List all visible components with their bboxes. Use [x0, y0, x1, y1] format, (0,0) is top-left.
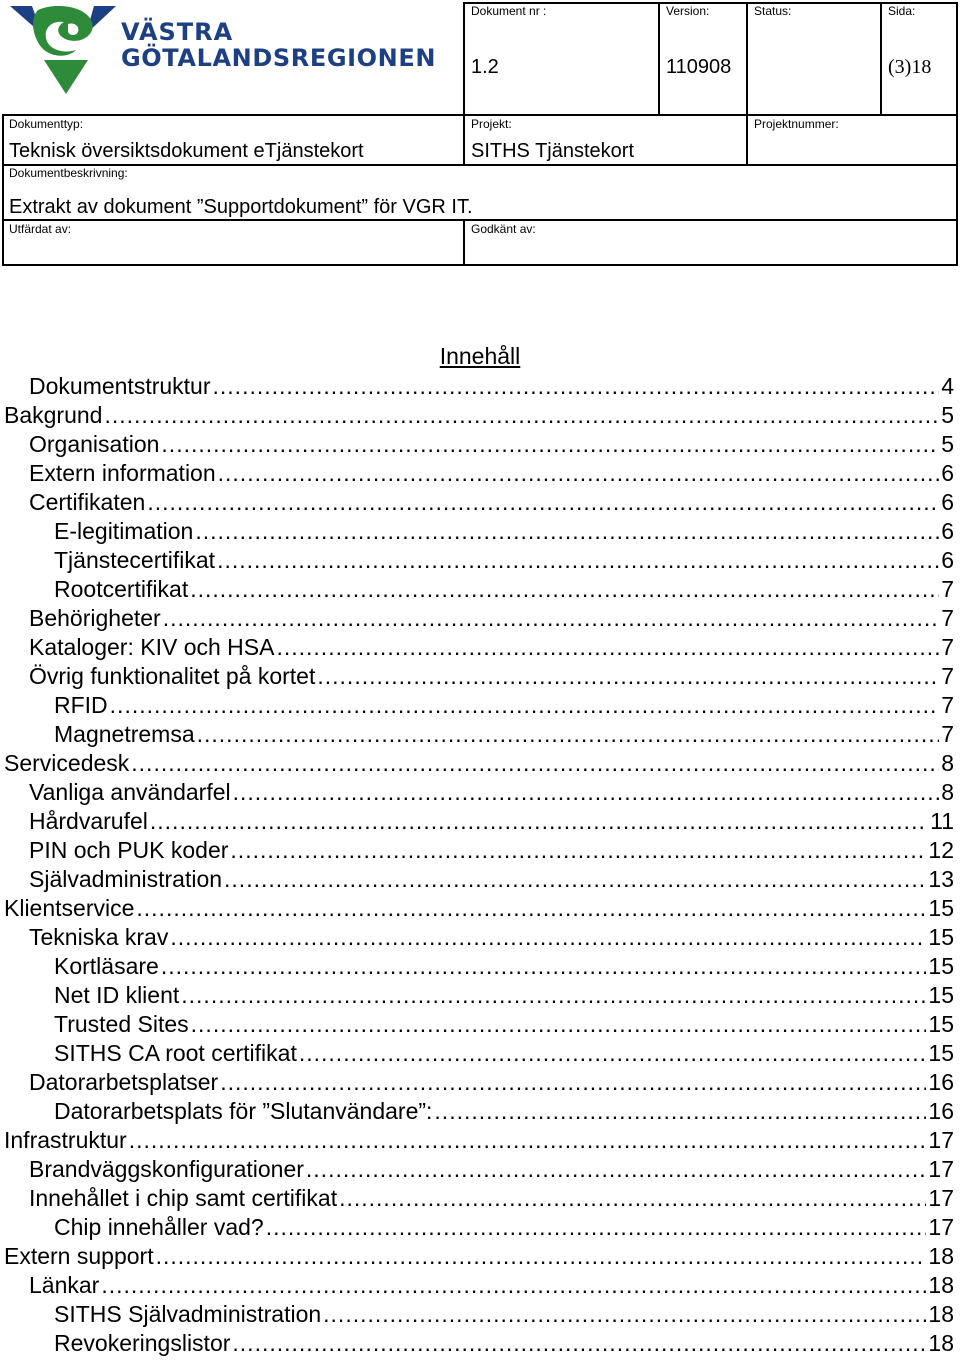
toc-entry[interactable]: [54, 952, 954, 981]
toc-entry-title: Organisation: [29, 431, 160, 457]
toc-entry-title: Länkar: [29, 1272, 100, 1298]
toc-entry-page: 18: [928, 1301, 954, 1327]
toc-dot-leader: [129, 1126, 927, 1155]
toc-dot-leader: [218, 459, 940, 488]
doc-nr-label: Dokument nr :: [471, 4, 547, 18]
toc-entry[interactable]: [54, 691, 954, 720]
header-border: [2, 219, 958, 221]
sida-value: (3)18: [888, 56, 932, 78]
toc-entry-page: 11: [930, 808, 954, 834]
toc-entry[interactable]: [29, 807, 954, 836]
toc-entry-title: Dokumentstruktur: [29, 373, 211, 399]
toc-entry-page: 6: [941, 460, 954, 486]
toc-entry-page: 18: [928, 1272, 954, 1298]
toc-dot-leader: [147, 488, 939, 517]
toc-entry[interactable]: [4, 749, 954, 778]
doc-type-label: Dokumenttyp:: [9, 117, 84, 131]
toc-entry[interactable]: [29, 923, 954, 952]
toc-dot-leader: [150, 807, 928, 836]
toc-dot-leader: [233, 778, 940, 807]
toc-entry-title: Kortläsare: [54, 953, 159, 979]
project-label: Projekt:: [471, 117, 512, 131]
toc-entry[interactable]: [54, 1097, 954, 1126]
doc-desc-label: Dokumentbeskrivning:: [9, 166, 128, 180]
toc-entry-title: Bakgrund: [4, 402, 103, 428]
toc-entry[interactable]: [4, 401, 954, 430]
toc-dot-leader: [434, 1097, 926, 1126]
toc-entry-page: 7: [941, 634, 954, 660]
toc-entry-title: E-legitimation: [54, 518, 194, 544]
toc-dot-leader: [224, 865, 926, 894]
toc-dot-leader: [163, 604, 940, 633]
toc-entry-title: PIN och PUK koder: [29, 837, 229, 863]
header-border: [463, 2, 465, 166]
toc-entry-page: 17: [928, 1156, 954, 1182]
toc-entry[interactable]: [29, 1184, 954, 1213]
toc-entry[interactable]: [29, 1068, 954, 1097]
toc-entry-page: 16: [928, 1098, 954, 1124]
toc-entry-page: 15: [928, 895, 954, 921]
header-border: [658, 2, 660, 116]
toc-entry-page: 15: [928, 953, 954, 979]
toc-entry-page: 6: [941, 518, 954, 544]
toc-entry-page: 8: [941, 750, 954, 776]
toc-title-text: Innehåll: [439, 343, 521, 369]
toc-dot-leader: [266, 1213, 927, 1242]
version-label: Version:: [666, 4, 710, 18]
toc-entry-page: 17: [928, 1214, 954, 1240]
vgr-logo: [8, 4, 458, 96]
toc-entry[interactable]: [29, 662, 954, 691]
toc-entry-title: SITHS Självadministration: [54, 1301, 322, 1327]
toc-dot-leader: [217, 546, 939, 575]
toc-entry-title: Magnetremsa: [54, 721, 195, 747]
toc-entry-title: Extern information: [29, 460, 216, 486]
toc-entry-title: Datorarbetsplatser: [29, 1069, 219, 1095]
toc-entry[interactable]: [54, 1329, 954, 1358]
toc-dot-leader: [131, 749, 939, 778]
toc-entry-title: Tjänstecertifikat: [54, 547, 216, 573]
version-value: 110908: [666, 56, 732, 78]
toc-entry[interactable]: [29, 633, 954, 662]
toc-entry-title: Trusted Sites: [54, 1011, 189, 1037]
header-border: [746, 2, 748, 166]
toc-entry[interactable]: [4, 1126, 954, 1155]
toc-dot-leader: [136, 894, 926, 923]
toc-entry[interactable]: [29, 488, 954, 517]
toc-entry-page: 7: [941, 576, 954, 602]
toc-entry[interactable]: [54, 720, 954, 749]
toc-entry-page: 8: [941, 779, 954, 805]
toc-entry-page: 5: [941, 402, 954, 428]
toc-entry-page: 17: [928, 1185, 954, 1211]
toc-entry[interactable]: [29, 1271, 954, 1300]
toc-entry-title: Datorarbetsplats för ”Slutanvändare”:: [54, 1098, 433, 1124]
toc-dot-leader: [161, 952, 927, 981]
doc-desc-value: Extrakt av dokument ”Supportdokument” för VGR IT.: [9, 196, 473, 218]
toc-entry[interactable]: [54, 575, 954, 604]
toc-entry-title: Servicedesk: [4, 750, 130, 776]
toc-dot-leader: [230, 836, 926, 865]
toc-entry-title: RFID: [54, 692, 108, 718]
toc-entry[interactable]: [29, 430, 954, 459]
toc-entry-page: 7: [941, 605, 954, 631]
toc-dot-leader: [181, 981, 926, 1010]
toc-entry-page: 7: [941, 663, 954, 689]
toc-entry-page: 18: [928, 1243, 954, 1269]
toc-entry-title: Övrig funktionalitet på kortet: [29, 663, 316, 689]
toc-entry-page: 15: [928, 1040, 954, 1066]
toc-entry-page: 13: [928, 866, 954, 892]
toc-dot-leader: [197, 720, 940, 749]
toc-dot-leader: [161, 430, 939, 459]
toc-entry[interactable]: [29, 604, 954, 633]
toc-entry-page: 7: [941, 721, 954, 747]
toc-entry-title: Vanliga användarfel: [29, 779, 231, 805]
toc-entry[interactable]: [54, 1213, 954, 1242]
doc-nr-value: 1.2: [471, 56, 499, 78]
toc-entry-page: 15: [928, 924, 954, 950]
logo-text-line1: VÄSTRA: [121, 18, 234, 46]
toc-dot-leader: [104, 401, 939, 430]
header-border: [2, 114, 4, 266]
status-label: Status:: [754, 4, 792, 18]
toc-dot-leader: [232, 1329, 926, 1358]
toc-title: [0, 343, 960, 370]
toc-entry[interactable]: [29, 372, 954, 401]
project-value: SITHS Tjänstekort: [471, 140, 635, 162]
toc-dot-leader: [317, 662, 939, 691]
toc-entry-title: Tekniska krav: [29, 924, 169, 950]
toc-entry-title: Självadministration: [29, 866, 223, 892]
header-border: [2, 114, 958, 116]
toc-entry-page: 18: [928, 1330, 954, 1356]
toc-dot-leader: [339, 1184, 926, 1213]
toc-entry-title: Innehållet i chip samt certifikat: [29, 1185, 338, 1211]
header-border: [880, 2, 882, 116]
toc-entry-title: Infrastruktur: [4, 1127, 127, 1153]
toc-entry[interactable]: [54, 546, 954, 575]
toc-entry-title: Behörigheter: [29, 605, 161, 631]
header-border: [2, 264, 958, 266]
toc-entry[interactable]: [29, 836, 954, 865]
header-border: [2, 164, 958, 166]
toc-entry-page: 12: [928, 837, 954, 863]
toc-entry[interactable]: [54, 1300, 954, 1329]
toc-entry-title: SITHS CA root certifikat: [54, 1040, 297, 1066]
toc-entry[interactable]: [29, 459, 954, 488]
doc-type-value: Teknisk översiktsdokument eTjänstekort: [9, 140, 364, 162]
toc-dot-leader: [220, 1068, 926, 1097]
toc-entry-title: Net ID klient: [54, 982, 180, 1008]
toc-entry-title: Extern support: [4, 1243, 154, 1269]
toc-entry[interactable]: [29, 1155, 954, 1184]
toc-dot-leader: [191, 1010, 927, 1039]
toc-entry[interactable]: [54, 981, 954, 1010]
toc-entry-title: Certifikaten: [29, 489, 146, 515]
toc-dot-leader: [156, 1242, 927, 1271]
header-border: [956, 2, 958, 266]
toc-entry[interactable]: [29, 778, 954, 807]
toc-entry[interactable]: [54, 1039, 954, 1068]
toc-entry-title: Revokeringslistor: [54, 1330, 231, 1356]
toc-entry-title: Rootcertifikat: [54, 576, 189, 602]
toc-entry-title: Brandväggskonfigurationer: [29, 1156, 304, 1182]
toc-dot-leader: [306, 1155, 927, 1184]
toc-entry-title: Kataloger: KIV och HSA: [29, 634, 275, 660]
toc-dot-leader: [213, 372, 940, 401]
project-nr-label: Projektnummer:: [754, 117, 839, 131]
toc-entry-page: 16: [928, 1069, 954, 1095]
toc-entry[interactable]: [54, 517, 954, 546]
toc-entry-page: 7: [941, 692, 954, 718]
toc-dot-leader: [195, 517, 939, 546]
toc-entry-page: 4: [941, 373, 954, 399]
toc-entry-title: Klientservice: [4, 895, 135, 921]
toc-entry-page: 15: [928, 1011, 954, 1037]
toc-entry-page: 5: [941, 431, 954, 457]
header-border: [463, 219, 465, 266]
toc-dot-leader: [190, 575, 939, 604]
toc-entry-title: Hårdvarufel: [29, 808, 148, 834]
logo-text-line2: GÖTALANDSREGIONEN: [121, 44, 437, 72]
approved-label: Godkänt av:: [471, 222, 536, 236]
toc-entry[interactable]: [29, 865, 954, 894]
toc-dot-leader: [101, 1271, 926, 1300]
toc-dot-leader: [170, 923, 926, 952]
toc-entry[interactable]: [54, 1010, 954, 1039]
toc-entry-page: 6: [941, 489, 954, 515]
toc-entry[interactable]: [4, 894, 954, 923]
toc-dot-leader: [323, 1300, 926, 1329]
issued-label: Utfärdat av:: [9, 222, 72, 236]
sida-label: Sida:: [888, 4, 916, 18]
toc-entry[interactable]: [4, 1242, 954, 1271]
toc-dot-leader: [299, 1039, 927, 1068]
toc-entry-title: Chip innehåller vad?: [54, 1214, 264, 1240]
toc-entry-page: 15: [928, 982, 954, 1008]
toc-entry-page: 17: [928, 1127, 954, 1153]
toc-dot-leader: [276, 633, 939, 662]
vgr-logo-emblem-icon: [8, 4, 118, 96]
toc-entry-page: 6: [941, 547, 954, 573]
toc-dot-leader: [110, 691, 940, 720]
